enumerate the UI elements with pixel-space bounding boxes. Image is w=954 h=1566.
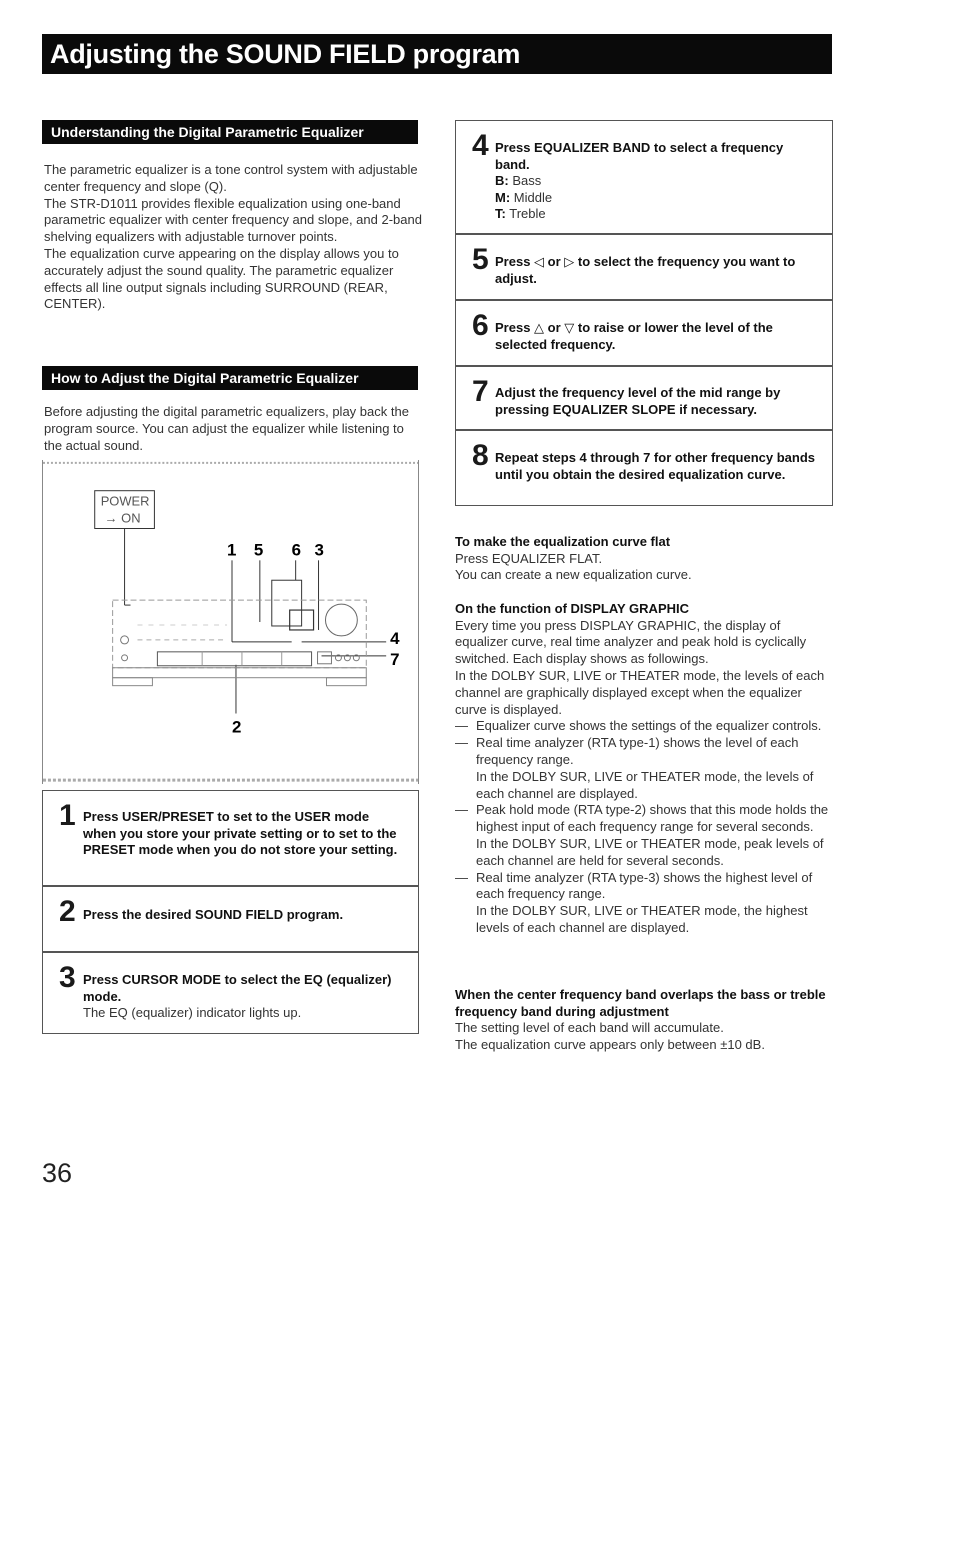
callout-1: 1 [227, 540, 237, 560]
paragraph: Every time you press DISPLAY GRAPHIC, the display of equalizer curve, real time analyzer and peak hold is cyclically switched. Each display shows as followings. [455, 617, 807, 667]
callout-2: 2 [231, 717, 242, 737]
step-5-box [455, 234, 833, 300]
step-number: 7 [472, 375, 489, 408]
paragraph: The equalization curve appearing on the display allows you to accurately adjust the sound quality. The parametric equalizer effects all line output signals including SURROUND (REAR, CENTER). [44, 245, 399, 312]
step-number: 3 [59, 961, 76, 994]
step-number: 2 [59, 895, 76, 928]
step-number: 1 [59, 799, 76, 832]
step-text [495, 140, 820, 223]
step-text [83, 972, 403, 1022]
paragraph: The parametric equalizer is a tone control system with adjustable center frequency and slope (Q). [44, 162, 418, 194]
callout-3: 3 [314, 540, 324, 560]
step-3-box [42, 952, 419, 1034]
page-title: Adjusting the SOUND FIELD program [42, 34, 832, 74]
step-4-box [455, 120, 833, 234]
step-2-box [42, 886, 419, 952]
step-number: 8 [472, 439, 489, 472]
receiver-diagram [42, 460, 419, 784]
note-line: The setting level of each band will accumulate. [455, 1020, 724, 1036]
band-item: T: Treble [495, 206, 546, 222]
flat-curve-note [455, 534, 833, 584]
paragraph: The STR-D1011 provides flexible equalization using one-band parametric equalizer with center frequency and slope, and 2-band shelving equalizers with adjustable turnover points. [44, 195, 422, 245]
step-text: Adjust the frequency level of the mid range by pressing EQUALIZER SLOPE if necessary. [495, 385, 781, 417]
flat-curve-heading: To make the equalization curve flat [455, 534, 671, 549]
callout-5: 5 [253, 540, 264, 560]
section-heading-how-to-adjust: How to Adjust the Digital Parametric Equalizer [42, 366, 418, 390]
callout-7: 7 [390, 649, 400, 669]
overlap-heading: When the center frequency band overlaps the bass or treble frequency band during adjustment [455, 987, 826, 1019]
list-item: — Real time analyzer (RTA type-3) shows the highest level of each frequency range. In the DOLBY SUR, LIVE or THEATER mode, the highest levels of each channel are displayed. [455, 869, 813, 935]
paragraph: In the DOLBY SUR, LIVE or THEATER mode, the levels of each channel are graphically displayed except when the equalizer curve is displayed. [455, 667, 825, 717]
step-main-text: Press CURSOR MODE to select the EQ (equalizer) mode. [83, 972, 392, 1004]
step-text: Press the desired SOUND FIELD program. [83, 907, 344, 922]
callout-6: 6 [291, 540, 302, 560]
step-6-box [455, 300, 833, 366]
step-text: Press ◁ or ▷ to select the frequency you want to adjust. [495, 254, 796, 286]
list-item: — Peak hold mode (RTA type-2) shows that this mode holds the highest input of each frequency range for several seconds. In the DOLBY SUR, LIVE or THEATER mode, peak levels of each channel are held for several seconds. [455, 802, 829, 868]
note-line: The equalization curve appears only between ±10 dB. [455, 1036, 765, 1052]
band-list [495, 173, 820, 223]
note-line: You can create a new equalization curve. [455, 567, 692, 583]
step-main-text: Press EQUALIZER BAND to select a frequency band. [495, 140, 784, 172]
on-label: → ON [104, 510, 141, 526]
display-graphic-section [455, 601, 833, 937]
note-line: Press EQUALIZER FLAT. [455, 550, 603, 566]
overlap-note [455, 987, 833, 1054]
step-sub-text: The EQ (equalizer) indicator lights up. [83, 1005, 302, 1021]
power-label: POWER [100, 493, 150, 509]
step-number: 5 [472, 243, 489, 276]
step-text: Press △ or ▽ to raise or lower the level of the selected frequency. [495, 320, 773, 352]
step-text: Repeat steps 4 through 7 for other frequency bands until you obtain the desired equalization curve. [495, 450, 815, 482]
section-understanding-body [44, 162, 422, 313]
display-graphic-heading: On the function of DISPLAY GRAPHIC [455, 601, 690, 616]
step-7-box [455, 366, 833, 430]
band-item: M: Middle [495, 189, 553, 205]
step-text: Press USER/PRESET to set to the USER mode when you store your private setting or to set to the PRESET mode when you do not store your setting. [83, 809, 398, 858]
callout-4: 4 [390, 628, 400, 648]
list-item: — Real time analyzer (RTA type-1) shows the level of each frequency range. In the DOLBY SUR, LIVE or THEATER mode, the levels of each channel are displayed. [455, 735, 814, 801]
step-number: 6 [472, 309, 489, 342]
step-number: 4 [472, 129, 489, 162]
step-1-box [42, 790, 419, 886]
band-item: B: Bass [495, 173, 542, 189]
section-how-to-intro: Before adjusting the digital parametric equalizers, play back the program source. You can adjust the equalizer while listening to the actual sound. [44, 404, 409, 453]
list-item: — Equalizer curve shows the settings of the equalizer controls. [455, 718, 822, 734]
step-8-box [455, 430, 833, 506]
section-heading-understanding: Understanding the Digital Parametric Equalizer [42, 120, 418, 144]
page-number: 36 [42, 1158, 73, 1188]
